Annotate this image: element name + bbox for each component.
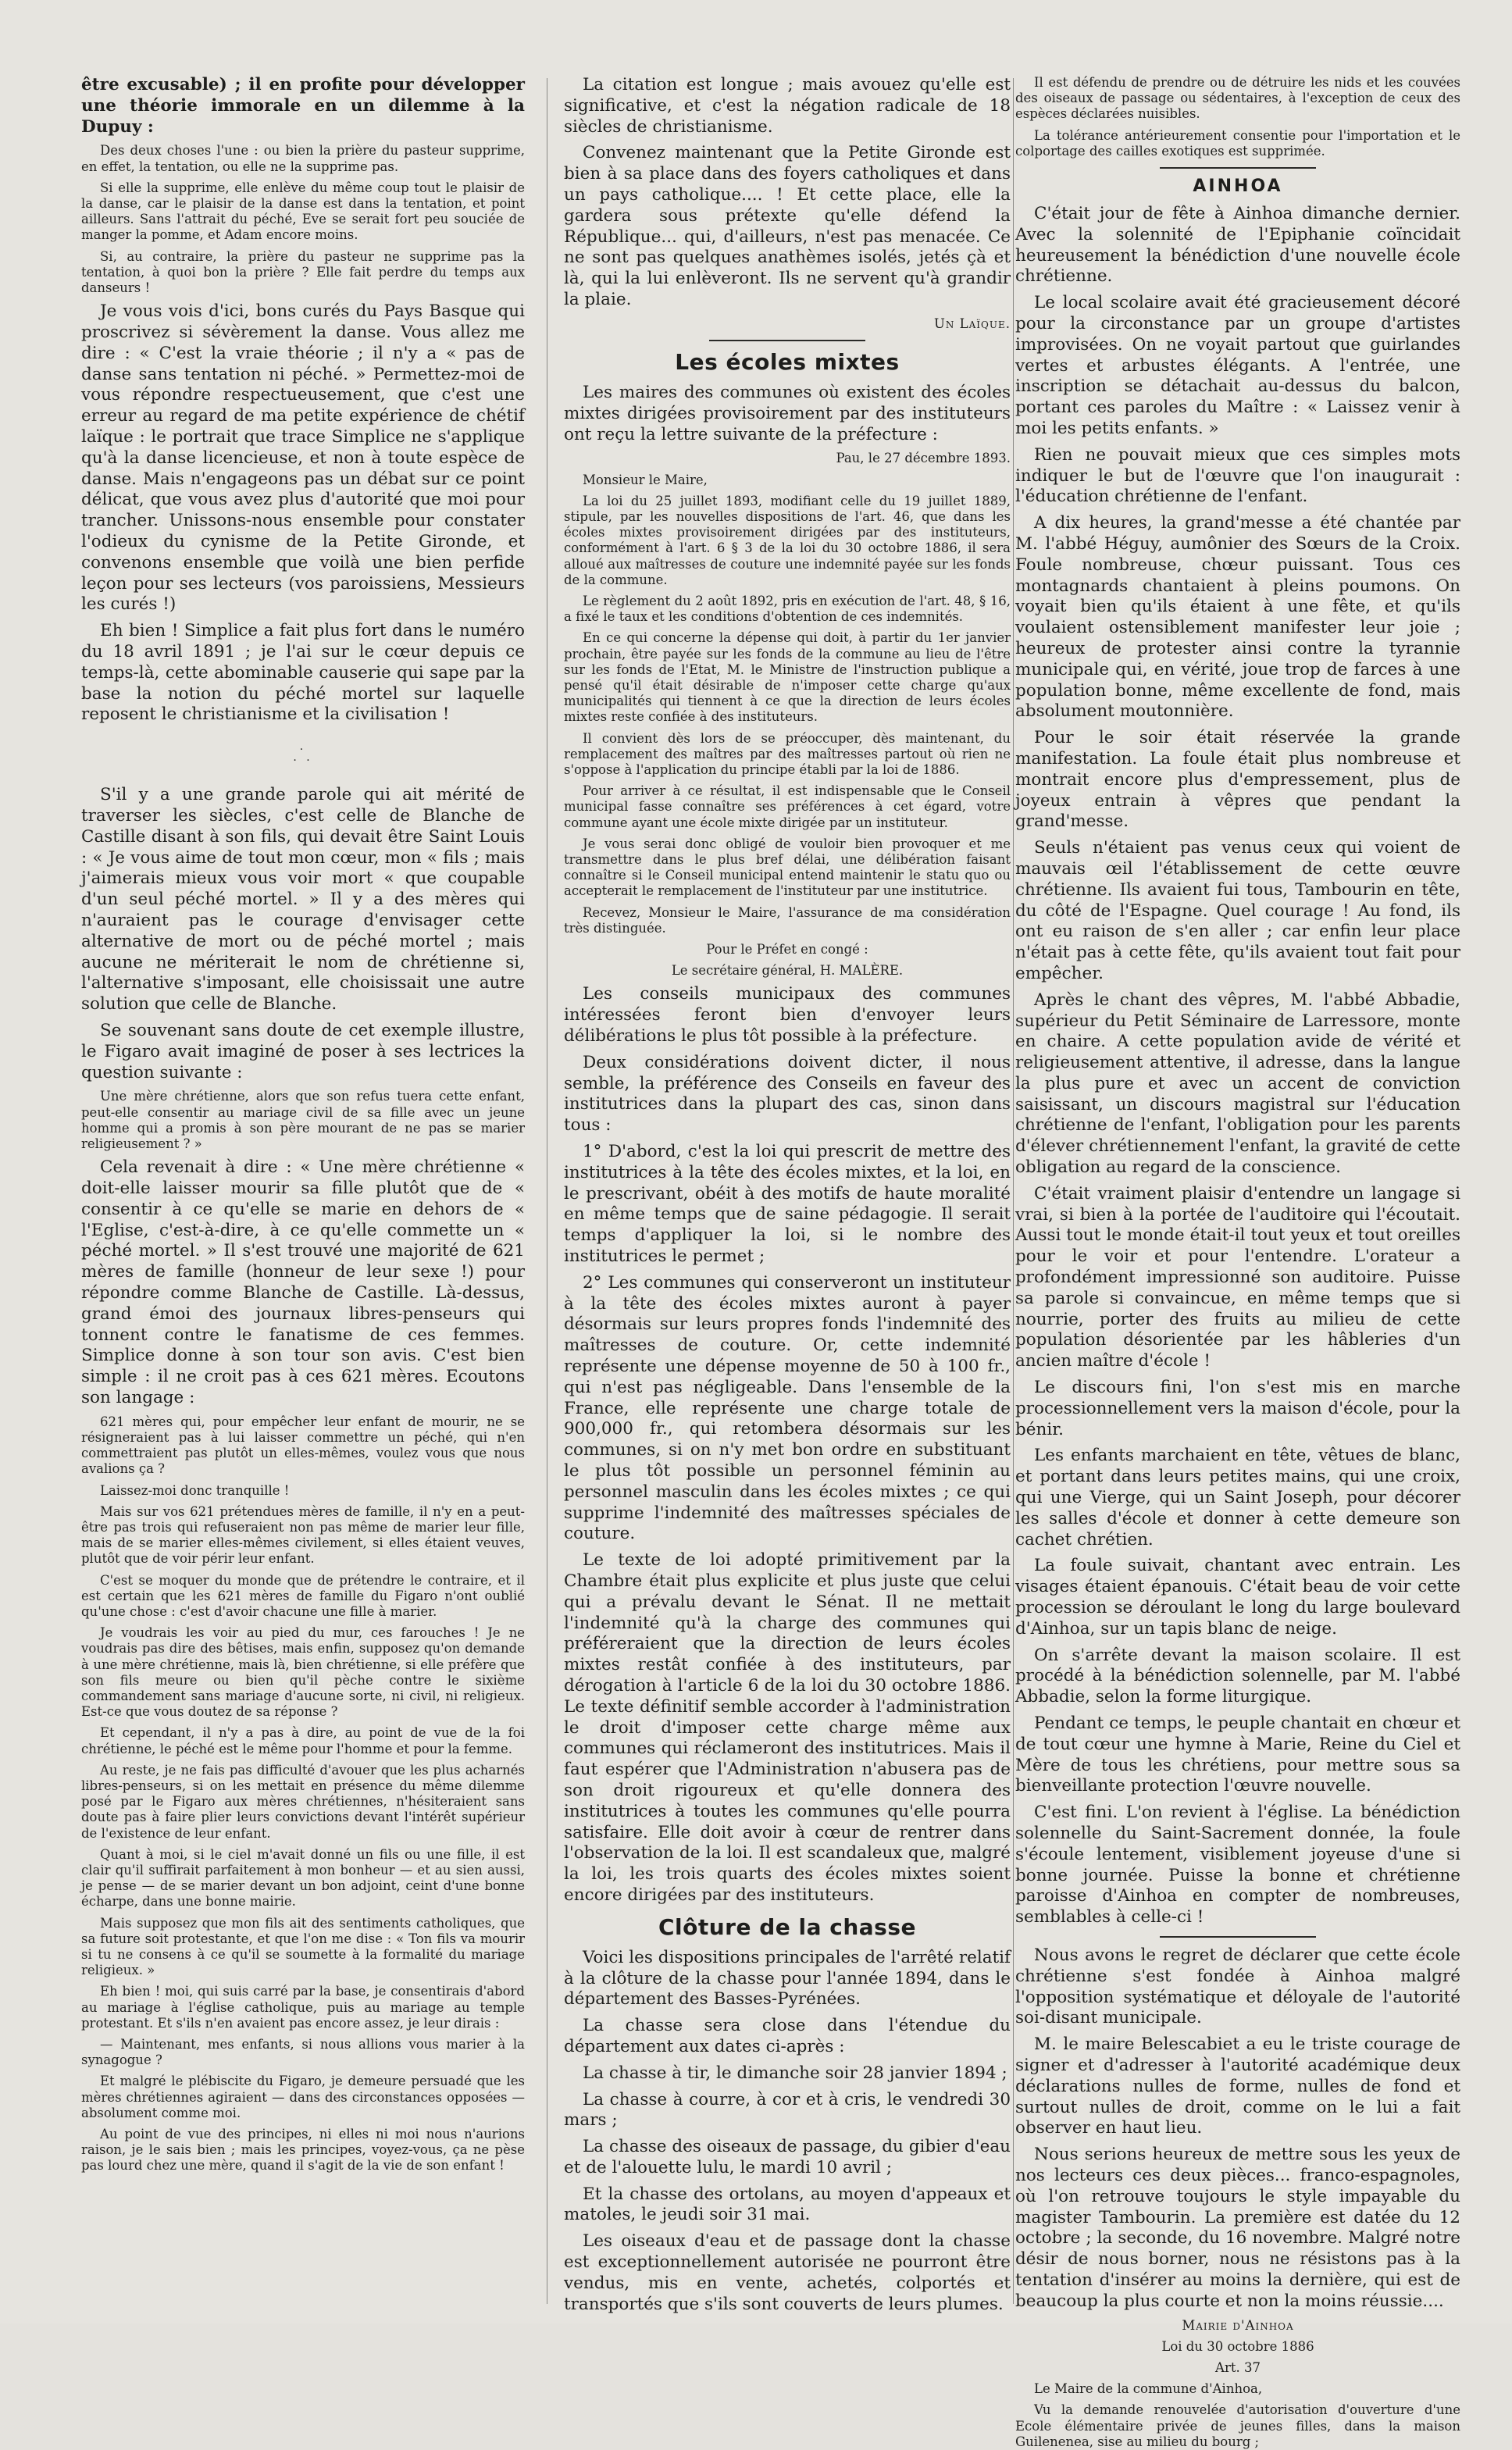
paragraph: Quant à moi, si le ciel m'avait donné un fils ou une fille, il est clair qu'il suffirait parfaitement à mon bonheur — et au sien aussi, je pense — de se marier devant un bon adjoint, ceint d'une bonne écharpe, dans une bonne mairie. (81, 1846, 525, 1910)
paragraph: C'était jour de fête à Ainhoa dimanche dernier. Avec la solennité de l'Epiphanie coïncidait heureusement la bénédiction d'une nouvelle école chrétienne. (1015, 204, 1460, 287)
paragraph: Une mère chrétienne, alors que son refus tuera cette enfant, peut-elle consentir au mariage civil de sa fille avec un jeune homme qui a promis à son père mourant de ne pas se marier religieusement ? » (81, 1089, 525, 1151)
paragraph: Les conseils municipaux des communes intéressées feront bien d'envoyer leurs délibérations le plus tôt possible à la préfecture. (564, 984, 1011, 1047)
paragraph: Seuls n'étaient pas venus ceux qui voient de mauvais œil l'établissement de cette œuvre chrétienne. Ils avaient fui tous, Tambourin en tête, du côté de l'Espagne. Quel courage ! Au fond, ils ont eu raison de s'en aller ; car enfin leur place n'était pas à cette fête, qu'ils avaient tout fait pour empêcher. (1015, 838, 1460, 983)
paragraph: Les oiseaux d'eau et de passage dont la chasse est exceptionnellement autorisée ne pourront être vendus, mis en vente, achetés, colportés et transportés que s'ils sont couverts de leurs plumes. (564, 2231, 1011, 2314)
paragraph: Cela revenait à dire : « Une mère chrétienne « doit-elle laisser mourir sa fille plutôt que de « consentir à ce qu'elle se marie en dehors de « l'Eglise, c'est-à-dire, à ce qu'elle commette un « péché mortel. » Il s'est trouvé une majorité de 621 mères de famille (honneur de leur sexe !) pour répondre comme Blanche de Castille. Là-dessus, grand émoi des journaux libres-penseurs qui tonnent contre le fanatisme de ces femmes. Simplice donne à son tour son avis. C'est bien simple : il ne croit pas à ces 621 mères. Ecoutons son langage : (81, 1157, 525, 1407)
paragraph: Se souvenant sans doute de cet exemple illustre, le Figaro avait imaginé de poser à ses lectrices la question suivante : (81, 1020, 525, 1082)
paragraph: Eh bien ! Simplice a fait plus fort dans le numéro du 18 avril 1891 ; je l'ai sur le cœur depuis ce temps-là, cette abominable causerie qui sape par la base la notion du péché mortel sur laquelle reposent le christianisme et la civilisation ! (81, 621, 525, 725)
paragraph: Mais supposez que mon fils ait des sentiments catholiques, que sa future soit protestante, et que l'on me dise : « Ton fils va mourir si tu ne consens à ce qu'il se soumette à la formalité du mariage religieux. » (81, 1915, 525, 1978)
paragraph: Il est défendu de prendre ou de détruire les nids et les couvées des oiseaux de passage ou sédentaires, à l'exception de ceux des espèces déclarées nuisibles. (1015, 75, 1460, 122)
paragraph: Mais sur vos 621 prétendues mères de famille, il n'y en a peut-être pas trois qui refuseraient non pas même de marier leur fille, mais de se marier elles-mêmes civilement, si elles étaient veuves, plutôt que de voir périr leur enfant. (81, 1503, 525, 1567)
article-headline: Clôture de la chasse (658, 1913, 917, 1940)
section-rule (1160, 1936, 1316, 1938)
paragraph: Le local scolaire avait été gracieusement décoré pour la circonstance par un groupe d'artistes improvisées. On ne voyait partout que guirlandes vertes et arbustes élégants. A l'entrée, une inscription se détachait au-dessus du balcon, portant ces paroles du Maître : « Laissez venir à moi les petits enfants. » (1015, 293, 1460, 438)
section-rule (1160, 167, 1316, 169)
paragraph: Un Laïque. (934, 316, 1011, 331)
paragraph: Le secrétaire général, H. MALÈRE. (671, 963, 904, 979)
paragraph: Pour le soir était réservée la grande manifestation. La foule était plus nombreuse et montrait encore plus d'empressement, plus de joyeux entrain à vêpres que pendant la grand'messe. (1015, 728, 1460, 832)
paragraph: — Maintenant, mes enfants, si nous allions vous marier à la synagogue ? (81, 2037, 525, 2068)
paragraph: C'était vraiment plaisir d'entendre un langage si vrai, si bien à la portée de l'auditoire qui l'écoutait. Aussi tout le monde était-il tout yeux et tout oreilles pour le voir et pour l'entendre. L'orateur a profondément impressionné son auditoire. Puisse sa parole si convaincue, en même temps que si nourrie, porter des fruits au milieu de cette population désorientée par les hâbleries d'un ancien maître d'école ! (1015, 1183, 1460, 1371)
paragraph: Des deux choses l'une : ou bien la prière du pasteur supprime, en effet, la tentation, ou elle ne la supprime pas. (81, 143, 525, 174)
paragraph: Eh bien ! moi, qui suis carré par la base, je consentirais d'abord au mariage à l'église catholique, puis au mariage au temple protestant. Et s'ils n'en avaient pas encore assez, je leur dirais : (81, 1984, 525, 2031)
article-headline: AINHOA (1193, 177, 1283, 197)
paragraph: Les enfants marchaient en tête, vêtues de blanc, et portant dans leurs petites mains, qui une croix, qui une Vierge, qui un Saint Joseph, pour décorer les salles d'école et donner à cette demeure son cachet chrétien. (1015, 1446, 1460, 1550)
paragraph: Le règlement du 2 août 1892, pris en exécution de l'art. 48, § 16, a fixé le taux et les conditions d'obtention de ces indemnités. (564, 593, 1011, 625)
paragraph: Et cependant, il n'y a pas à dire, au point de vue de la foi chrétienne, le péché est le même pour l'homme et pour la femme. (81, 1725, 525, 1756)
paragraph: Le texte de loi adopté primitivement par la Chambre était plus explicite et plus juste que celui qui a prévalu devant le Sénat. Il ne mettait l'indemnité qu'à la charge des communes qui préféreraient que la direction de leurs écoles mixtes restât confiée à des instituteurs, par dérogation à l'article 6 de la loi du 30 octobre 1886. Le texte définitif semble accorder à l'administration le droit d'imposer cette charge même aux communes qui réclameront des institutrices. Mais il faut espérer que l'Administration n'abusera pas de son droit rigoureux et qu'elle donnera des institutrices à toutes les communes qu'elle pourra satisfaire. Elle doit avoir à cœur de rentrer dans l'observation de la loi. Il est scandaleux que, malgré la loi, les trois quarts des écoles mixtes soient encore dirigées par des instituteurs. (564, 1550, 1011, 1905)
paragraph: Voici les dispositions principales de l'arrêté relatif à la clôture de la chasse pour l'année 1894, dans le département des Basses-Pyrénées. (564, 1947, 1011, 2010)
paragraph: La chasse des oiseaux de passage, du gibier d'eau et de l'alouette lulu, le mardi 10 avril ; (564, 2137, 1011, 2177)
paragraph: La loi du 25 juillet 1893, modifiant celle du 19 juillet 1889, stipule, par les nouvelles dispositions de l'art. 46, que dans les écoles mixtes provisoirement dirigées par des instituteurs, conformément à l'art. 6 § 3 de la loi du 30 octobre 1886, il sera alloué aux maîtresses de couture une indemnité payée sur les fonds de la commune. (564, 493, 1011, 587)
paragraph: Au reste, je ne fais pas difficulté d'avouer que les plus acharnés libres-penseurs, si on les mettait en présence du même dilemme posé par le Figaro aux mères chrétiennes, n'hésiteraient sans doute pas à faire plier leurs convictions devant l'intérêt supérieur de l'existence de leur enfant. (81, 1762, 525, 1841)
paragraph: La tolérance antérieurement consentie pour l'importation et le colportage des cailles exotiques est supprimée. (1015, 127, 1460, 159)
paragraph: 1° D'abord, c'est la loi qui prescrit de mettre des institutrices à la tête des écoles mixtes, et la loi, en le prescrivant, obéit à des motifs de haute moralité en même temps que de saine pédagogie. Il serait temps d'appliquer la loi, si le nombre des institutrices le permet ; (564, 1142, 1011, 1267)
paragraph: Rien ne pouvait mieux que ces simples mots indiquer le but de l'œuvre que l'on inaugurait : l'éducation chrétienne de l'enfant. (1015, 444, 1460, 507)
paragraph: être excusable) ; il en profite pour développer une théorie immorale en un dilemme à la Dupuy : (81, 75, 525, 137)
paragraph: Nous avons le regret de déclarer que cette école chrétienne s'est fondée à Ainhoa malgré l'opposition systématique et déloyale de l'autorité soi-disant municipale. (1015, 1945, 1460, 2028)
paragraph: Après le chant des vêpres, M. l'abbé Abbadie, supérieur du Petit Séminaire de Larressore, monte en chaire. A cette population avide de vérité et religieusement attentive, il adresse, dans la langue la plus pure et avec un accent de conviction saisissant, un discours magistral sur l'éducation chrétienne de l'enfant, l'obligation pour les parents d'élever chrétiennement l'enfant, la gravité de cette obligation au regard de la conscience. (1015, 990, 1460, 1178)
paragraph: Pendant ce temps, le peuple chantait en chœur et de tout cœur une hymne à Marie, Reine du Ciel et Mère de tous les chrétiens, pour mettre sous sa bienveillante protection l'œuvre nouvelle. (1015, 1714, 1460, 1796)
paragraph: Laissez-moi donc tranquille ! (100, 1482, 290, 1498)
paragraph: Je vous serai donc obligé de vouloir bien provoquer et me transmettre dans le plus bref délai, une délibération faisant connaître si le Conseil municipal entend maintenir le statu quo ou accepterait le remplacement de l'instituteur par une institutrice. (564, 836, 1011, 899)
column-rule (1013, 78, 1014, 2304)
paragraph: Recevez, Monsieur le Maire, l'assurance de ma considération très distinguée. (564, 904, 1011, 936)
paragraph: Au point de vue des principes, ni elles ni moi nous n'aurions raison, je le sais bien ; mais les principes, voyez-vous, ça ne pèse pas lourd chez une mère, quand il s'agit de la vie de son enfant ! (81, 2127, 525, 2174)
paragraph: 621 mères qui, pour empêcher leur enfant de mourir, ne se résigneraient pas à lui laisser commettre un péché, qui n'en commettraient pas plutôt un elles-mêmes, voulez vous que nous avalions ça ? (81, 1414, 525, 1477)
paragraph: La chasse à courre, à cor et à cris, le vendredi 30 mars ; (564, 2089, 1011, 2131)
paragraph: Si elle la supprime, elle enlève du même coup tout le plaisir de la danse, car le plaisir de la danse est dans la tentation, et point ailleurs. Sans l'attrait du péché, Eve se serait fort peu souciée de manger la pomme, et Adam encore moins. (81, 180, 525, 243)
column-2 (564, 75, 1011, 2314)
paragraph: S'il y a une grande parole qui ait mérité de traverser les siècles, c'est celle de Blanche de Castille disant à son fils, qui devait être Saint Louis : « Je vous aime de tout mon cœur, mon « fils ; mais j'aimerais mieux vous voir mort « que coupable d'un seul péché mortel. » Il y a des mères qui n'auraient pas le courage d'envisager cette alternative de mort ou de péché mortel ; mais aucune ne mériterait le nom de chrétienne si, l'alternative s'imposant, elle choisissait une autre solution que celle de Blanche. (81, 785, 525, 1015)
paragraph: Les maires des communes où existent des écoles mixtes dirigées provisoirement par des instituteurs ont reçu la lettre suivante de la préfecture : (564, 382, 1011, 444)
column-3 (1015, 75, 1460, 2449)
paragraph: Nous serions heureux de mettre sous les yeux de nos lecteurs ces deux pièces... franco-espagnoles, où l'on retrouve toujours le style impayable du magister Tambourin. La première est datée du 12 octobre ; la seconde, du 16 novembre. Malgré notre désir de nous borner, nous ne résistons pas à la tentation d'insérer au moins la dernière, qui est de beaucoup la plus courte et non la moins réussie.... (1015, 2145, 1460, 2311)
paragraph: Vu la demande renouvelée d'autorisation d'ouverture d'une Ecole élémentaire privée de jeunes filles, dans la maison Guilenenea, sise au milieu du bourg ; (1015, 2402, 1460, 2449)
paragraph: Et malgré le plébiscite du Figaro, je demeure persuadé que les mères chrétiennes agiraient — dans des circonstances opposées — absolument comme moi. (81, 2074, 525, 2120)
paragraph: Si, au contraire, la prière du pasteur ne supprime pas la tentation, à quoi bon la prière ? Elle fait perdre du temps aux danseurs ! (81, 248, 525, 296)
paragraph: La foule suivait, chantant avec entrain. Les visages étaient épanouis. C'était beau de voir cette procession se déroulant le long du large boulevard d'Ainhoa, sur un tapis blanc de neige. (1015, 1556, 1460, 1639)
section-rule (709, 340, 865, 341)
paragraph: 2° Les communes qui conserveront un instituteur à la tête des écoles mixtes auront à payer désormais sur leurs propres fonds l'indemnité des maîtresses de couture. Or, cette indemnité représente une dépense moyenne de 50 à 100 fr., qui n'est pas négligeable. Dans l'ensemble de la France, elle représente une charge totale de 900,000 fr., qui retombera désormais sur les communes, si on n'y met bon ordre en substituant le plus tôt possible un personnel féminin au personnel masculin dans les écoles mixtes ; ce qui supprime l'indemnité des maîtresses spéciales de couture. (564, 1272, 1011, 1544)
paragraph: Pour le Préfet en congé : (706, 942, 868, 958)
paragraph: Le Maire de la commune d'Ainhoa, (1034, 2381, 1263, 2397)
paragraph: Je vous vois d'ici, bons curés du Pays Basque qui proscrivez si sévèrement la danse. Vous allez me dire : « C'est la vraie théorie ; il n'y a « pas de danse sans tentation ni péché. » Permettez-moi de vous répondre respectueusement, que c'est une erreur au regard de ma petite expérience de chétif laïque : le portrait que trace Simplice ne s'applique qu'à la danse licencieuse, et non à toute espèce de danse. Mais n'engageons pas un débat sur ce point délicat, que vous avez plus d'autorité que moi pour trancher. Unissons-nous ensemble pour constater l'odieux du cynisme de la Petite Gironde, et convenons ensemble que voilà une bien perfide leçon pour ses lecteurs (vos paroissiens, Messieurs les curés !) (81, 301, 525, 615)
paragraph: C'est fini. L'on revient à l'église. La bénédiction solennelle du Saint-Sacrement donnée, la foule s'écoule lentement, visiblement joyeuse d'une si bonne journée. Puisse la bonne et chrétienne paroisse d'Ainhoa en compter de nombreuses, semblables à celle-ci ! (1015, 1803, 1460, 1928)
paragraph: Et la chasse des ortolans, au moyen d'appeaux et matoles, le jeudi soir 31 mai. (564, 2184, 1011, 2225)
paragraph: La citation est longue ; mais avouez qu'elle est significative, et c'est la négation radicale de 18 siècles de christianisme. (564, 75, 1011, 137)
paragraph: Il convient dès lors de se préoccuper, dès maintenant, du remplacement des maîtres par des maîtresses partout où rien ne s'oppose à l'application du principe établi par la loi de 1886. (564, 730, 1011, 778)
paragraph: Le discours fini, l'on s'est mis en marche processionnellement vers la maison d'école, pour la bénir. (1015, 1378, 1460, 1439)
paragraph: M. le maire Belescabiet a eu le triste courage de signer et d'adresser à l'autorité académique deux déclarations nulles de forme, nulles de fond et surtout nulles de droit, comme on le lui a fait observer en haut lieu. (1015, 2035, 1460, 2138)
paragraph: Pau, le 27 décembre 1893. (836, 451, 1011, 466)
paragraph: Convenez maintenant que la Petite Gironde est bien à sa place dans des foyers catholiques et dans un pays catholique.... ! Et cette place, elle la gardera sous prétexte qu'elle défend la République... qui, d'ailleurs, n'est pas menacée. Ce ne sont pas quelques anathèmes isolés, jetés çà et là, qui la lui enlèveront. Ils ne servent qu'à grandir la plaie. (564, 143, 1011, 309)
paragraph: Deux considérations doivent dicter, il nous semble, la préférence des Conseils en faveur des institutrices dans la plupart des cas, sinon dans tous : (564, 1052, 1011, 1136)
paragraph: C'est se moquer du monde que de prétendre le contraire, et il est certain que les 621 mères de famille du Figaro n'ont oublié qu'une chose : c'est d'avoir chacune une fille à marier. (81, 1572, 525, 1619)
paragraph: En ce qui concerne la dépense qui doit, à partir du 1er janvier prochain, être payée sur les fonds de la commune au lieu de l'être sur les fonds de l'Etat, M. le Ministre de l'instruction publique a pensé qu'il était désirable de n'imposer cette charge qu'aux municipalités qui tiennent à ce que la direction de leurs écoles mixtes reste confiée à des instituteurs. (564, 630, 1011, 725)
paragraph: La chasse sera close dans l'étendue du département aux dates ci-après : (564, 2016, 1011, 2056)
column-1 (81, 75, 525, 2308)
paragraph: Je voudrais les voir au pied du mur, ces farouches ! Je ne voudrais pas dire des bêtises, mais enfin, supposez qu'on demande à une mère chrétienne, mais là, bien chrétienne, si elle préfère que son fils meure ou bien qu'il pèche contre le sixième commandement sans mariage d'aucune sorte, ni civil, ni religieux. Est-ce que vous doutez de sa réponse ? (81, 1625, 525, 1720)
paragraph: Art. 37 (1215, 2359, 1261, 2375)
section-separator-stars: · · · (293, 744, 313, 768)
paragraph: Pour arriver à ce résultat, il est indispensable que le Conseil municipal fasse connaître ses préférences à cet égard, votre commune ayant une école mixte dirigée par un instituteur. (564, 783, 1011, 830)
paragraph: La chasse à tir, le dimanche soir 28 janvier 1894 ; (583, 2063, 1007, 2083)
article-headline: Les écoles mixtes (675, 348, 900, 375)
paragraph: On s'arrête devant la maison scolaire. Il est procédé à la bénédiction solennelle, par M. l'abbé Abbadie, selon la forme liturgique. (1015, 1645, 1460, 1707)
paragraph: Mairie d'Ainhoa (1182, 2317, 1294, 2333)
paragraph: Monsieur le Maire, (583, 472, 708, 487)
paragraph: Loi du 30 octobre 1886 (1161, 2338, 1314, 2354)
paragraph: A dix heures, la grand'messe a été chantée par M. l'abbé Héguy, aumônier des Sœurs de la Croix. Foule nombreuse, chœur puissant. Tous ces montagnards chantaient à pleins poumons. On voyait bien qu'ils étaient à une fête, et qu'ils voulaient ostensiblement manifester leur joie ; heureux de protester ainsi contre la tyrannie municipale qui, en vérité, joue trop de farces à une population bonne, même excellente de fond, mais absolument moutonnière. (1015, 513, 1460, 722)
